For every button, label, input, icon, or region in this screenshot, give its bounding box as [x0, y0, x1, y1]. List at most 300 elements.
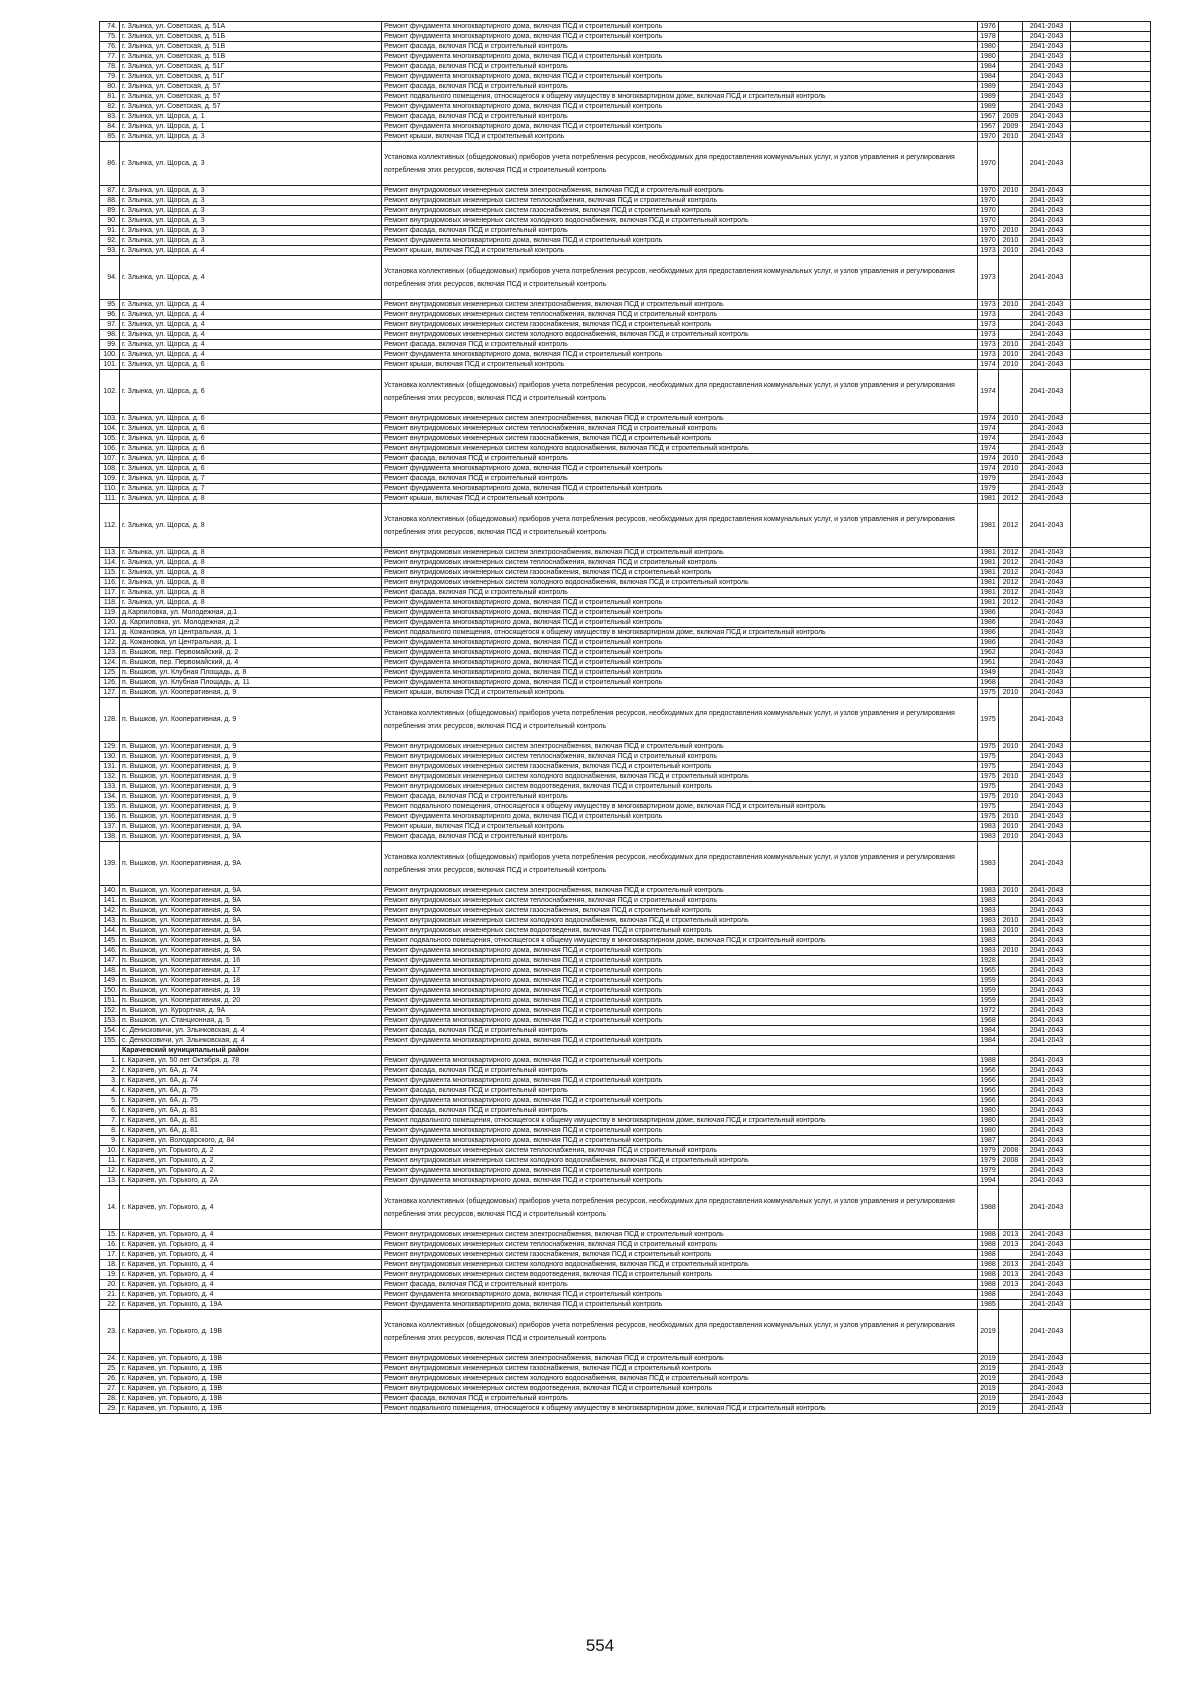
empty-cell: [1071, 350, 1151, 360]
planned-period-cell: 2041-2043: [1023, 360, 1071, 370]
address-cell: г. Злынка, ул. Советская, д. 57: [120, 102, 382, 112]
last-repair-year-cell: [999, 1066, 1023, 1076]
planned-period-cell: 2041-2043: [1023, 1076, 1071, 1086]
planned-period-cell: 2041-2043: [1023, 92, 1071, 102]
address-cell: г. Злынка, ул. Щорса, д. 4: [120, 256, 382, 300]
empty-cell: [1071, 618, 1151, 628]
planned-period-cell: 2041-2043: [1023, 494, 1071, 504]
last-repair-year-cell: [999, 1136, 1023, 1146]
empty-cell: [1071, 1146, 1151, 1156]
table-row: [100, 762, 1151, 772]
row-number-cell: 141.: [100, 896, 120, 906]
empty-cell: [1071, 52, 1151, 62]
last-repair-year-cell: [999, 1374, 1023, 1384]
last-repair-year-cell: [999, 1166, 1023, 1176]
address-cell: г. Злынка, ул. Щорса, д. 8: [120, 548, 382, 558]
planned-period-cell: 2041-2043: [1023, 996, 1071, 1006]
address-cell: г. Злынка, ул. Щорса, д. 8: [120, 568, 382, 578]
work-type-cell: Ремонт фундамента многоквартирного дома, включая ПСД и строительный контроль: [382, 1076, 978, 1086]
work-type-cell: Ремонт крыши, включая ПСД и строительный контроль: [382, 246, 978, 256]
planned-period-cell: 2041-2043: [1023, 548, 1071, 558]
empty-cell: [1071, 976, 1151, 986]
build-year-cell: 1984: [978, 62, 999, 72]
build-year-cell: 1986: [978, 608, 999, 618]
planned-period-cell: 2041-2043: [1023, 1300, 1071, 1310]
build-year-cell: 2019: [978, 1364, 999, 1374]
last-repair-year-cell: [999, 1126, 1023, 1136]
address-cell: г. Злынка, ул. Щорса, д. 3: [120, 216, 382, 226]
planned-period-cell: 2041-2043: [1023, 504, 1071, 548]
build-year-cell: 1975: [978, 688, 999, 698]
address-cell: п. Вышков, ул. Кооперативная, д. 17: [120, 966, 382, 976]
row-number-cell: 25.: [100, 1364, 120, 1374]
planned-period-cell: 2041-2043: [1023, 638, 1071, 648]
work-type-cell: Ремонт подвального помещения, относящегося к общему имуществу в многоквартирном доме, включая ПСД и строительный контроль: [382, 628, 978, 638]
last-repair-year-cell: 2010: [999, 772, 1023, 782]
row-number-cell: 90.: [100, 216, 120, 226]
empty-cell: [1071, 996, 1151, 1006]
last-repair-year-cell: 2010: [999, 340, 1023, 350]
work-type-cell: Ремонт подвального помещения, относящегося к общему имуществу в многоквартирном доме, включая ПСД и строительный контроль: [382, 1116, 978, 1126]
row-number-cell: 155.: [100, 1036, 120, 1046]
empty-cell: [1071, 22, 1151, 32]
work-type-cell: Ремонт фундамента многоквартирного дома, включая ПСД и строительный контроль: [382, 946, 978, 956]
work-type-cell: Ремонт фундамента многоквартирного дома, включая ПСД и строительный контроль: [382, 668, 978, 678]
empty-cell: [1071, 658, 1151, 668]
empty-cell: [1071, 1166, 1151, 1176]
address-cell: п. Вышков, пер. Первомайский, д. 2: [120, 648, 382, 658]
last-repair-year-cell: [999, 1056, 1023, 1066]
empty-cell: [1071, 102, 1151, 112]
address-cell: п. Вышков, ул. Кооперативная, д. 9: [120, 752, 382, 762]
build-year-cell: 1983: [978, 842, 999, 886]
build-year-cell: 1983: [978, 896, 999, 906]
planned-period-cell: 2041-2043: [1023, 1310, 1071, 1354]
last-repair-year-cell: 2012: [999, 578, 1023, 588]
address-cell: г. Злынка, ул. Щорса, д. 4: [120, 330, 382, 340]
work-type-cell: Ремонт фундамента многоквартирного дома, включая ПСД и строительный контроль: [382, 1056, 978, 1066]
build-year-cell: 1981: [978, 598, 999, 608]
row-number-cell: 126.: [100, 678, 120, 688]
planned-period-cell: 2041-2043: [1023, 226, 1071, 236]
empty-cell: [1071, 648, 1151, 658]
address-cell: г. Карачев, ул. 50 лет Октября, д. 78: [120, 1056, 382, 1066]
table-row: [100, 752, 1151, 762]
work-type-cell: Ремонт фундамента многоквартирного дома, включая ПСД и строительный контроль: [382, 464, 978, 474]
table-row: [100, 1026, 1151, 1036]
planned-period-cell: 2041-2043: [1023, 132, 1071, 142]
table-row: [100, 112, 1151, 122]
address-cell: п. Вышков, ул. Кооперативная, д. 9: [120, 812, 382, 822]
build-year-cell: 1974: [978, 464, 999, 474]
empty-cell: [1071, 360, 1151, 370]
build-year-cell: 1972: [978, 1006, 999, 1016]
last-repair-year-cell: [999, 976, 1023, 986]
table-row: [100, 1250, 1151, 1260]
table-row: [100, 966, 1151, 976]
work-type-cell: Ремонт внутридомовых инженерных систем водоотведения, включая ПСД и строительный контроль: [382, 782, 978, 792]
table-row: [100, 62, 1151, 72]
table-row: [100, 82, 1151, 92]
address-cell: г. Злынка, ул. Щорса, д. 4: [120, 320, 382, 330]
row-number-cell: 153.: [100, 1016, 120, 1026]
row-number-cell: 100.: [100, 350, 120, 360]
row-number-cell: 74.: [100, 22, 120, 32]
empty-cell: [1071, 454, 1151, 464]
work-type-cell: Ремонт фундамента многоквартирного дома, включая ПСД и строительный контроль: [382, 236, 978, 246]
last-repair-year-cell: [999, 842, 1023, 886]
build-year-cell: 1981: [978, 558, 999, 568]
row-number-cell: 14.: [100, 1186, 120, 1230]
last-repair-year-cell: [999, 92, 1023, 102]
build-year-cell: 1980: [978, 1126, 999, 1136]
last-repair-year-cell: 2013: [999, 1260, 1023, 1270]
address-cell: г. Злынка, ул. Щорса, д. 3: [120, 226, 382, 236]
address-cell: г. Злынка, ул. Советская, д. 51Б: [120, 32, 382, 42]
table-row: [100, 1066, 1151, 1076]
row-number-cell: 87.: [100, 186, 120, 196]
empty-cell: [1071, 966, 1151, 976]
table-row: [100, 742, 1151, 752]
build-year-cell: 1975: [978, 792, 999, 802]
table-row: [100, 588, 1151, 598]
work-type-cell: Ремонт фасада, включая ПСД и строительный контроль: [382, 792, 978, 802]
build-year-cell: 1983: [978, 916, 999, 926]
address-cell: г. Карачев, ул. 6А, д. 74: [120, 1066, 382, 1076]
build-year-cell: 1970: [978, 236, 999, 246]
planned-period-cell: 2041-2043: [1023, 1156, 1071, 1166]
work-type-cell: Ремонт фундамента многоквартирного дома, включая ПСД и строительный контроль: [382, 1006, 978, 1016]
build-year-cell: 1981: [978, 548, 999, 558]
row-number-cell: 1.: [100, 1056, 120, 1066]
table-row: [100, 52, 1151, 62]
last-repair-year-cell: [999, 22, 1023, 32]
address-cell: д.Карпиловка, ул. Молодежная, д.1: [120, 608, 382, 618]
work-type-cell: Ремонт внутридомовых инженерных систем водоотведения, включая ПСД и строительный контроль: [382, 1384, 978, 1394]
address-cell: г. Злынка, ул. Щорса, д. 4: [120, 340, 382, 350]
empty-cell: [1071, 956, 1151, 966]
last-repair-year-cell: [999, 424, 1023, 434]
planned-period-cell: 2041-2043: [1023, 916, 1071, 926]
row-number-cell: 4.: [100, 1086, 120, 1096]
empty-cell: [1071, 1046, 1151, 1056]
planned-period-cell: 2041-2043: [1023, 1394, 1071, 1404]
empty-cell: [1071, 762, 1151, 772]
table-row: [100, 558, 1151, 568]
empty-cell: [1071, 916, 1151, 926]
planned-period-cell: 2041-2043: [1023, 782, 1071, 792]
table-row: [100, 1096, 1151, 1106]
last-repair-year-cell: 2010: [999, 246, 1023, 256]
address-cell: г. Злынка, ул. Щорса, д. 6: [120, 464, 382, 474]
empty-cell: [1071, 678, 1151, 688]
empty-cell: [1071, 1250, 1151, 1260]
planned-period-cell: 2041-2043: [1023, 986, 1071, 996]
last-repair-year-cell: [999, 628, 1023, 638]
build-year-cell: 1976: [978, 22, 999, 32]
last-repair-year-cell: [999, 216, 1023, 226]
address-cell: г. Карачев, ул. Горького, д. 4: [120, 1240, 382, 1250]
table-row: [100, 792, 1151, 802]
table-row: [100, 434, 1151, 444]
build-year-cell: 1974: [978, 360, 999, 370]
last-repair-year-cell: 2010: [999, 886, 1023, 896]
table-row: [100, 1046, 1151, 1056]
planned-period-cell: 2041-2043: [1023, 1136, 1071, 1146]
address-cell: г. Злынка, ул. Щорса, д. 4: [120, 300, 382, 310]
address-cell: п. Вышков, ул. Кооперативная, д. 9А: [120, 822, 382, 832]
planned-period-cell: 2041-2043: [1023, 1290, 1071, 1300]
planned-period-cell: 2041-2043: [1023, 1096, 1071, 1106]
build-year-cell: 1928: [978, 956, 999, 966]
work-type-cell: Ремонт внутридомовых инженерных систем холодного водоснабжения, включая ПСД и строительный контроль: [382, 578, 978, 588]
work-type-cell: Ремонт фундамента многоквартирного дома, включая ПСД и строительный контроль: [382, 484, 978, 494]
address-cell: г. Злынка, ул. Щорса, д. 7: [120, 474, 382, 484]
last-repair-year-cell: [999, 474, 1023, 484]
last-repair-year-cell: 2010: [999, 926, 1023, 936]
address-cell: с. Денисковичи, ул. Злынковская, д. 4: [120, 1036, 382, 1046]
address-cell: г. Карачев, ул. Горького, д. 2: [120, 1166, 382, 1176]
build-year-cell: 1989: [978, 102, 999, 112]
empty-cell: [1071, 1056, 1151, 1066]
address-cell: г. Карачев, ул. Горького, д. 19А: [120, 1300, 382, 1310]
empty-cell: [1071, 464, 1151, 474]
empty-cell: [1071, 256, 1151, 300]
build-year-cell: 1974: [978, 444, 999, 454]
work-type-cell: Ремонт внутридомовых инженерных систем газоснабжения, включая ПСД и строительный контроль: [382, 762, 978, 772]
empty-cell: [1071, 1364, 1151, 1374]
planned-period-cell: 2041-2043: [1023, 1280, 1071, 1290]
empty-cell: [1071, 1036, 1151, 1046]
planned-period-cell: 2041-2043: [1023, 1006, 1071, 1016]
address-cell: г. Злынка, ул. Щорса, д. 6: [120, 444, 382, 454]
last-repair-year-cell: [999, 1354, 1023, 1364]
table-row: [100, 246, 1151, 256]
empty-cell: [1071, 300, 1151, 310]
build-year-cell: 1979: [978, 484, 999, 494]
address-cell: г. Карачев, ул. Горького, д. 4: [120, 1290, 382, 1300]
work-type-cell: Ремонт фундамента многоквартирного дома, включая ПСД и строительный контроль: [382, 1166, 978, 1176]
last-repair-year-cell: [999, 896, 1023, 906]
last-repair-year-cell: 2012: [999, 548, 1023, 558]
work-type-cell: Ремонт фундамента многоквартирного дома, включая ПСД и строительный контроль: [382, 608, 978, 618]
build-year-cell: 1974: [978, 454, 999, 464]
empty-cell: [1071, 414, 1151, 424]
build-year-cell: 1988: [978, 1260, 999, 1270]
planned-period-cell: 2041-2043: [1023, 330, 1071, 340]
last-repair-year-cell: [999, 1086, 1023, 1096]
build-year-cell: 1983: [978, 936, 999, 946]
work-type-cell: Ремонт фасада, включая ПСД и строительный контроль: [382, 62, 978, 72]
address-cell: п. Вышков, ул. Кооперативная, д. 9: [120, 772, 382, 782]
planned-period-cell: 2041-2043: [1023, 246, 1071, 256]
row-number-cell: 143.: [100, 916, 120, 926]
build-year-cell: 1979: [978, 1146, 999, 1156]
build-year-cell: 1988: [978, 1290, 999, 1300]
address-cell: г. Карачев, ул. Горького, д. 4: [120, 1250, 382, 1260]
work-type-cell: Ремонт внутридомовых инженерных систем водоотведения, включая ПСД и строительный контроль: [382, 1270, 978, 1280]
build-year-cell: 1974: [978, 424, 999, 434]
row-number-cell: 124.: [100, 658, 120, 668]
row-number-cell: 109.: [100, 474, 120, 484]
build-year-cell: 1965: [978, 966, 999, 976]
planned-period-cell: 2041-2043: [1023, 1056, 1071, 1066]
last-repair-year-cell: [999, 1186, 1023, 1230]
row-number-cell: 15.: [100, 1230, 120, 1240]
row-number-cell: 20.: [100, 1280, 120, 1290]
empty-cell: [1071, 186, 1151, 196]
empty-cell: [1071, 1310, 1151, 1354]
row-number-cell: 110.: [100, 484, 120, 494]
planned-period-cell: 2041-2043: [1023, 762, 1071, 772]
planned-period-cell: 2041-2043: [1023, 1106, 1071, 1116]
row-number-cell: 78.: [100, 62, 120, 72]
planned-period-cell: 2041-2043: [1023, 464, 1071, 474]
empty-cell: [1071, 946, 1151, 956]
work-type-cell: Ремонт внутридомовых инженерных систем холодного водоснабжения, включая ПСД и строительный контроль: [382, 1374, 978, 1384]
row-number-cell: 145.: [100, 936, 120, 946]
row-number-cell: 152.: [100, 1006, 120, 1016]
planned-period-cell: 2041-2043: [1023, 906, 1071, 916]
address-cell: п. Вышков, ул. Клубная Площадь, д. 11: [120, 678, 382, 688]
build-year-cell: 1967: [978, 122, 999, 132]
work-type-cell: Ремонт фасада, включая ПСД и строительный контроль: [382, 454, 978, 464]
work-type-cell: Ремонт внутридомовых инженерных систем газоснабжения, включая ПСД и строительный контроль: [382, 568, 978, 578]
empty-cell: [1071, 752, 1151, 762]
empty-cell: [1071, 782, 1151, 792]
last-repair-year-cell: 2010: [999, 414, 1023, 424]
table-row: [100, 1156, 1151, 1166]
row-number-cell: 75.: [100, 32, 120, 42]
address-cell: г. Карачев, ул. 6А, д. 75: [120, 1086, 382, 1096]
row-number-cell: 144.: [100, 926, 120, 936]
row-number-cell: 154.: [100, 1026, 120, 1036]
empty-cell: [1071, 588, 1151, 598]
address-cell: д. Карпиловка, ул. Молодежная, д.2: [120, 618, 382, 628]
work-type-cell: Ремонт фундамента многоквартирного дома, включая ПСД и строительный контроль: [382, 72, 978, 82]
build-year-cell: 1970: [978, 132, 999, 142]
table-row: [100, 1300, 1151, 1310]
address-cell: г. Карачев, ул. Горького, д. 19В: [120, 1384, 382, 1394]
empty-cell: [1071, 1384, 1151, 1394]
table-row: [100, 1260, 1151, 1270]
address-cell: г. Злынка, ул. Щорса, д. 6: [120, 414, 382, 424]
last-repair-year-cell: [999, 618, 1023, 628]
repair-schedule-table: [99, 21, 1151, 1414]
build-year-cell: 1981: [978, 588, 999, 598]
address-cell: п. Вышков, ул. Кооперативная, д. 9: [120, 782, 382, 792]
work-type-cell: Установка коллективных (общедомовых) приборов учета потребления ресурсов, необходимых для предоставления коммунальных услуг, и узлов управления и регулирования потребления этих ресурсов, включая ПСД и строительный контроль: [382, 370, 978, 414]
work-type-cell: Ремонт внутридомовых инженерных систем теплоснабжения, включая ПСД и строительный контроль: [382, 196, 978, 206]
build-year-cell: 1983: [978, 926, 999, 936]
last-repair-year-cell: 2013: [999, 1230, 1023, 1240]
address-cell: г. Карачев, ул. 6А, д. 75: [120, 1096, 382, 1106]
last-repair-year-cell: [999, 484, 1023, 494]
table-row: [100, 608, 1151, 618]
last-repair-year-cell: [999, 52, 1023, 62]
planned-period-cell: 2041-2043: [1023, 434, 1071, 444]
row-number-cell: 118.: [100, 598, 120, 608]
address-cell: п. Вышков, ул. Кооперативная, д. 9А: [120, 936, 382, 946]
work-type-cell: Ремонт внутридомовых инженерных систем газоснабжения, включая ПСД и строительный контроль: [382, 434, 978, 444]
last-repair-year-cell: 2010: [999, 742, 1023, 752]
work-type-cell: Ремонт внутридомовых инженерных систем электроснабжения, включая ПСД и строительный контроль: [382, 742, 978, 752]
table-row: [100, 638, 1151, 648]
row-number-cell: 80.: [100, 82, 120, 92]
last-repair-year-cell: [999, 1250, 1023, 1260]
last-repair-year-cell: 2010: [999, 464, 1023, 474]
last-repair-year-cell: 2010: [999, 186, 1023, 196]
planned-period-cell: 2041-2043: [1023, 236, 1071, 246]
planned-period-cell: 2041-2043: [1023, 186, 1071, 196]
last-repair-year-cell: 2010: [999, 226, 1023, 236]
address-cell: г. Злынка, ул. Щорса, д. 8: [120, 504, 382, 548]
empty-cell: [1071, 216, 1151, 226]
last-repair-year-cell: [999, 42, 1023, 52]
table-row: [100, 1116, 1151, 1126]
address-cell: г. Злынка, ул. Щорса, д. 8: [120, 578, 382, 588]
planned-period-cell: 2041-2043: [1023, 558, 1071, 568]
address-cell: г. Злынка, ул. Щорса, д. 6: [120, 370, 382, 414]
planned-period-cell: 2041-2043: [1023, 1230, 1071, 1240]
empty-cell: [1071, 1066, 1151, 1076]
table-row: [100, 916, 1151, 926]
work-type-cell: Ремонт фасада, включая ПСД и строительный контроль: [382, 1026, 978, 1036]
address-cell: п. Вышков, ул. Клубная Площадь, д. 8: [120, 668, 382, 678]
planned-period-cell: 2041-2043: [1023, 1250, 1071, 1260]
build-year-cell: 1989: [978, 92, 999, 102]
last-repair-year-cell: [999, 698, 1023, 742]
work-type-cell: Ремонт подвального помещения, относящегося к общему имуществу в многоквартирном доме, включая ПСД и строительный контроль: [382, 1404, 978, 1414]
address-cell: г. Злынка, ул. Советская, д. 51Г: [120, 62, 382, 72]
last-repair-year-cell: 2008: [999, 1146, 1023, 1156]
row-number-cell: 22.: [100, 1300, 120, 1310]
empty-cell: [1071, 62, 1151, 72]
table-row: [100, 32, 1151, 42]
planned-period-cell: 2041-2043: [1023, 568, 1071, 578]
table-row: [100, 1374, 1151, 1384]
work-type-cell: Ремонт внутридомовых инженерных систем электроснабжения, включая ПСД и строительный контроль: [382, 886, 978, 896]
address-cell: г. Карачев, ул. 6А, д. 81: [120, 1126, 382, 1136]
table-row: [100, 360, 1151, 370]
last-repair-year-cell: 2013: [999, 1240, 1023, 1250]
work-type-cell: Ремонт фундамента многоквартирного дома, включая ПСД и строительный контроль: [382, 102, 978, 112]
empty-cell: [1071, 434, 1151, 444]
address-cell: г. Злынка, ул. Щорса, д. 7: [120, 484, 382, 494]
empty-cell: [1071, 822, 1151, 832]
row-number-cell: 16.: [100, 1240, 120, 1250]
table-row: [100, 1056, 1151, 1066]
row-number-cell: 29.: [100, 1404, 120, 1414]
empty-cell: [1071, 310, 1151, 320]
row-number-cell: 91.: [100, 226, 120, 236]
last-repair-year-cell: [999, 762, 1023, 772]
build-year-cell: 1983: [978, 832, 999, 842]
row-number-cell: 107.: [100, 454, 120, 464]
table-row: [100, 688, 1151, 698]
build-year-cell: 1988: [978, 1280, 999, 1290]
work-type-cell: Ремонт внутридомовых инженерных систем теплоснабжения, включая ПСД и строительный контроль: [382, 1146, 978, 1156]
table-row: [100, 822, 1151, 832]
empty-cell: [1071, 1270, 1151, 1280]
work-type-cell: Ремонт внутридомовых инженерных систем теплоснабжения, включая ПСД и строительный контроль: [382, 558, 978, 568]
table-row: [100, 330, 1151, 340]
planned-period-cell: 2041-2043: [1023, 802, 1071, 812]
work-type-cell: Установка коллективных (общедомовых) приборов учета потребления ресурсов, необходимых для предоставления коммунальных услуг, и узлов управления и регулирования потребления этих ресурсов, включая ПСД и строительный контроль: [382, 1310, 978, 1354]
address-cell: п. Вышков, пер. Первомайский, д. 4: [120, 658, 382, 668]
table-row: [100, 1394, 1151, 1404]
address-cell: п. Вышков, ул. Кооперативная, д. 18: [120, 976, 382, 986]
